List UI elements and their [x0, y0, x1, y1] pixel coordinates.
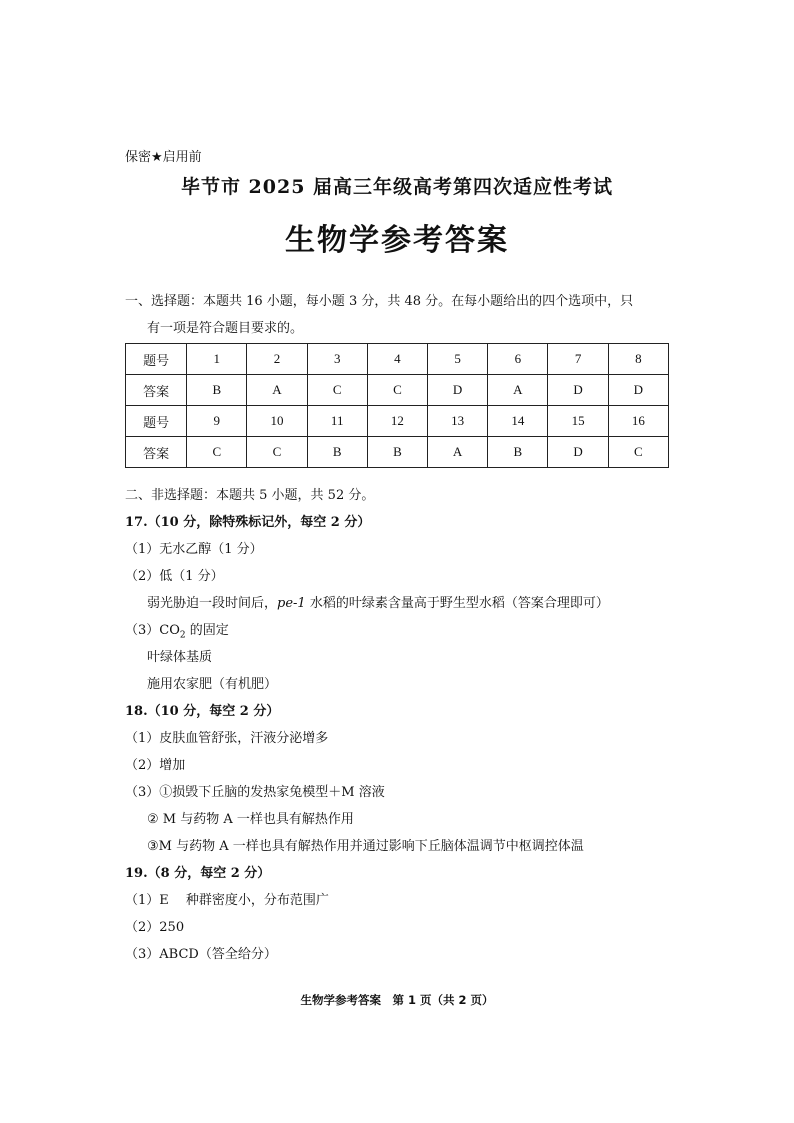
- q17-answer-2: （2）低（1 分）: [125, 569, 224, 584]
- section1-instructions-line1: 一、选择题：本题共 16 小题，每小题 3 分，共 48 分。在每小题给出的四个选项中，只: [125, 294, 634, 309]
- answer-cell: A: [247, 375, 307, 406]
- confidential-label: 保密★启用前: [125, 150, 202, 165]
- question-number: 12: [367, 406, 427, 437]
- question-number: 16: [608, 406, 668, 437]
- question-number: 6: [488, 344, 548, 375]
- table-header-cell: 答案: [126, 437, 187, 468]
- answer-cell: D: [428, 375, 488, 406]
- answer-cell: B: [488, 437, 548, 468]
- answer-cell: D: [608, 375, 668, 406]
- exam-title: 毕节市 2025 届高三年级高考第四次适应性考试: [180, 176, 614, 198]
- q17-answer-3-subscript: 2: [179, 630, 186, 641]
- answer-cell: B: [187, 375, 247, 406]
- table-row: [126, 437, 669, 468]
- answer-cell: A: [428, 437, 488, 468]
- q17-answer-3-pre: （3）CO: [125, 623, 180, 638]
- question-number: 14: [488, 406, 548, 437]
- q18-answer-3-2: ② M 与药物 A 一样也具有解热作用: [147, 812, 354, 827]
- answer-cell: C: [187, 437, 247, 468]
- question-number: 5: [428, 344, 488, 375]
- doc-title: 生物学参考答案: [285, 223, 509, 258]
- table-row: [126, 406, 669, 437]
- question-number: 11: [307, 406, 367, 437]
- q17-answer-3c: 施用农家肥（有机肥）: [147, 677, 278, 692]
- page-footer: 生物学参考答案 第 1 页（共 2 页）: [300, 993, 494, 1007]
- q17-answer-2-detail: [147, 592, 609, 611]
- table-row: [126, 344, 669, 375]
- q18-answer-3-3: ③M 与药物 A 一样也具有解热作用并通过影响下丘脑体温调节中枢调控体温: [147, 839, 584, 854]
- table-header-cell: 题号: [126, 344, 187, 375]
- question-number: 7: [548, 344, 608, 375]
- table-row: [126, 375, 669, 406]
- section2-heading: 二、非选择题：本题共 5 小题，共 52 分。: [125, 488, 375, 503]
- q17-title: 17.（10 分，除特殊标记外，每空 2 分）: [125, 515, 371, 530]
- answer-cell: C: [247, 437, 307, 468]
- q17-detail-text-rest: 水稻的叶绿素含量高于野生型水稻（答案合理即可）: [305, 596, 609, 611]
- question-number: 2: [247, 344, 307, 375]
- q18-answer-1: （1）皮肤血管舒张，汗液分泌增多: [125, 731, 329, 746]
- answer-table: [125, 343, 669, 468]
- q19-title: 19.（8 分，每空 2 分）: [125, 866, 271, 881]
- question-number: 10: [247, 406, 307, 437]
- answer-cell: C: [608, 437, 668, 468]
- q17-detail-text: 弱光胁迫一段时间后，: [147, 596, 278, 611]
- question-number: 3: [307, 344, 367, 375]
- q17-detail-mutant: pe-1: [277, 596, 306, 611]
- answer-cell: C: [307, 375, 367, 406]
- q17-answer-3: [125, 619, 229, 641]
- q19-answer-2: （2）250: [125, 920, 185, 935]
- question-number: 15: [548, 406, 608, 437]
- answer-cell: A: [488, 375, 548, 406]
- q18-answer-3-1: （3）①损毁下丘脑的发热家兔模型＋M 溶液: [125, 785, 385, 800]
- question-number: 1: [187, 344, 247, 375]
- table-header-cell: 答案: [126, 375, 187, 406]
- section1-instructions-line2: 有一项是符合题目要求的。: [147, 321, 304, 336]
- question-number: 13: [428, 406, 488, 437]
- q17-answer-3b: 叶绿体基质: [147, 650, 213, 665]
- answer-cell: B: [367, 437, 427, 468]
- table-header-cell: 题号: [126, 406, 187, 437]
- question-number: 9: [187, 406, 247, 437]
- q17-answer-3-post: 的固定: [185, 623, 229, 638]
- q17-answer-1: （1）无水乙醇（1 分）: [125, 542, 263, 557]
- answer-cell: D: [548, 437, 608, 468]
- q18-answer-2: （2）增加: [125, 758, 186, 773]
- answer-cell: D: [548, 375, 608, 406]
- q19-answer-1: （1）E 种群密度小，分布范围广: [125, 893, 329, 908]
- answer-cell: B: [307, 437, 367, 468]
- question-number: 8: [608, 344, 668, 375]
- answer-cell: C: [367, 375, 427, 406]
- q19-answer-3: （3）ABCD（答全给分）: [125, 947, 277, 962]
- question-number: 4: [367, 344, 427, 375]
- q18-title: 18.（10 分，每空 2 分）: [125, 704, 280, 719]
